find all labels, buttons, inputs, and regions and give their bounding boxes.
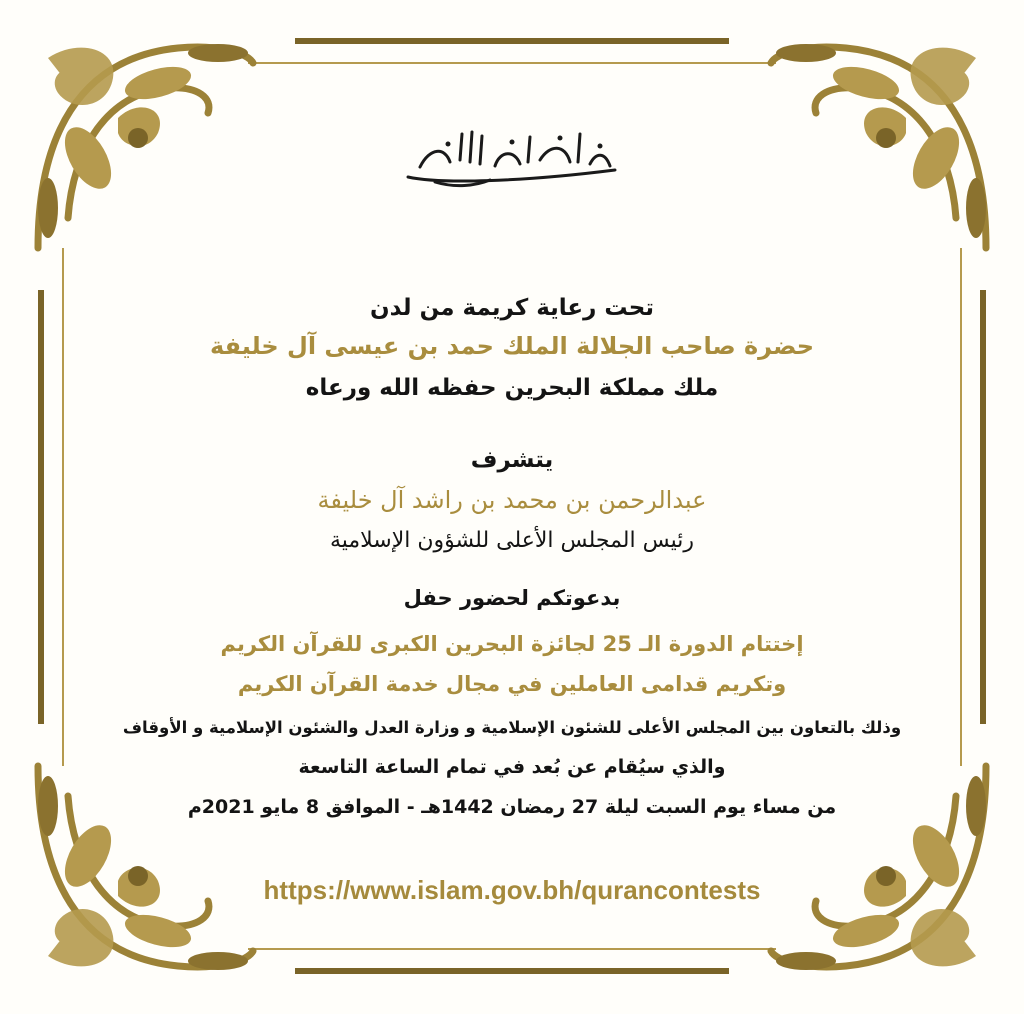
honor-verb: يتشرف — [470, 447, 554, 473]
host-title: رئيس المجلس الأعلى للشؤون الإسلامية — [329, 528, 695, 553]
basmala-calligraphy — [400, 122, 625, 192]
event-line-1: إختتام الدورة الـ 25 لجائزة البحرين الكبرى للقرآن الكريم — [220, 632, 804, 656]
event-line-2: وتكريم قدامى العاملين في مجال خدمة القرآن الكريم — [237, 672, 787, 696]
frame-left-line — [62, 248, 64, 766]
host-name: عبدالرحمن بن محمد بن راشد آل خليفة — [317, 486, 707, 514]
frame-right-bar — [980, 290, 986, 724]
patron-title: ملك مملكة البحرين حفظه الله ورعاه — [305, 375, 719, 401]
invitation-line: بدعوتكم لحضور حفل — [403, 586, 621, 610]
frame-top-line — [248, 62, 776, 64]
patronage-intro: تحت رعاية كريمة من لدن — [370, 295, 654, 321]
ornament-corner-icon — [18, 18, 268, 268]
remote-line: والذي سيُقام عن بُعد في تمام الساعة التاسعة — [298, 756, 726, 778]
ornament-corner-icon — [18, 746, 268, 996]
ornament-corner-icon — [756, 18, 1006, 268]
frame-top-bar — [295, 38, 729, 44]
frame-bottom-bar — [295, 968, 729, 974]
patron-name: حضرة صاحب الجلالة الملك حمد بن عيسى آل خليفة — [209, 332, 815, 360]
frame-left-bar — [38, 290, 44, 724]
cooperation-line: وذلك بالتعاون بين المجلس الأعلى للشئون الإسلامية و وزارة العدل والشئون الإسلامية و الأوقاف — [122, 718, 902, 737]
ornament-corner-icon — [756, 746, 1006, 996]
frame-bottom-line — [248, 948, 776, 950]
date-line: من مساء يوم السبت ليلة 27 رمضان 1442هـ - الموافق 8 مايو 2021م — [187, 796, 837, 818]
frame-right-line — [960, 248, 962, 766]
contest-url-link[interactable]: https://www.islam.gov.bh/qurancontests — [263, 875, 761, 905]
